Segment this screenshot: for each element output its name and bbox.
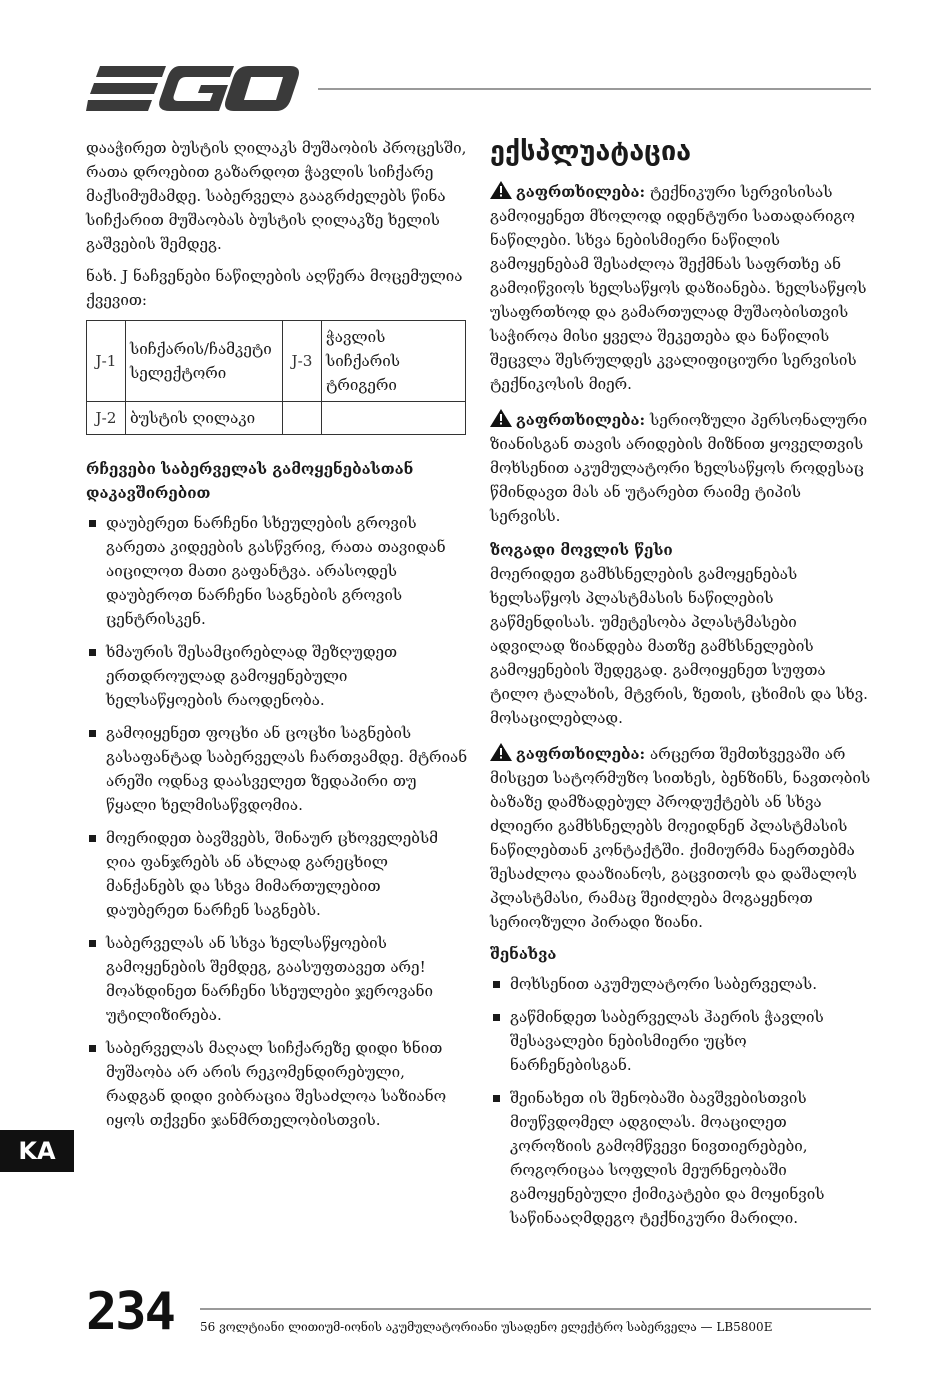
table-row [87, 402, 466, 435]
warning-paragraph [490, 408, 872, 528]
tips-list [86, 511, 468, 1132]
list-item: დაუბერეთ ნარჩენი სხეულების გროვის გარეთა კიდეების გასწვრივ, რათა თავიდან აიცილოთ მათი გაფანტვა. არასოდეს დაუბეროთ ნარჩენი საგნების გროვის ცენტრისკენ. [86, 511, 468, 631]
general-care-heading: ზოგადი მოვლის წესი [490, 541, 673, 559]
table-row [87, 321, 466, 402]
part-label: ჭავლის სიჩქარის ტრიგერი [322, 321, 466, 402]
list-item: მოხსენით აკუმულატორი საბერველას. [490, 972, 872, 996]
storage-heading: შენახვა [490, 945, 557, 963]
part-code: J-2 [87, 402, 126, 435]
part-label [322, 402, 466, 435]
part-label: ბუსტის ღილაკი [126, 402, 283, 435]
list-item: საბერველას ან სხვა ხელსაწყოების გამოყენების შემდეგ, გაასუფთავეთ არე! მოახდინეთ ნარჩენი სხეულები ჯეროვანი უტილიზირება. [86, 931, 468, 1027]
part-code [283, 402, 322, 435]
warning-paragraph [490, 742, 872, 934]
warning-paragraph [490, 180, 872, 396]
part-code: J-1 [87, 321, 126, 402]
warning-icon [490, 743, 512, 761]
list-item: მოერიდეთ ბავშვებს, შინაურ ცხოველებსმ ღია ფანჯრებს ან ახლად გარეცხილ მანქანებს და სხვა მიმართულებით დაუბერეთ ნარჩენ საგნებს. [86, 826, 468, 922]
ego-logo [86, 64, 300, 114]
footer-rule [200, 1308, 871, 1310]
header-rule [318, 88, 871, 90]
list-item: გამოიყენეთ ფოცხი ან ცოცხი საგნების გასაფანტად საბერველას ჩართვამდე. მტრიან არეში ოდნავ დაასველეთ ზედაპირი თუ წყალი ხელმისაწვდომია. [86, 721, 468, 817]
list-item: შეინახეთ ის შენობაში ბავშვებისთვის მიუწვდომელ ადგილას. მოაცილეთ კოროზიის გამომწვევი ნივთიერებები, როგორიცაა სოფლის მეურნეობაში გამოყენებული ქიმიკატები და მოყინვის საწინააღმდეგო ტექნიკური მარილი. [490, 1086, 872, 1230]
list-item: საბერველას მაღალ სიჩქარეზე დიდი ხნით მუშაობა არ არის რეკომენდირებული, რადგან დიდი ვიბრაცია შესაძლოა საზიანო იყოს თქვენი ჯანმრთელობისთვის. [86, 1036, 468, 1132]
warning-label: გაფრთხილება: [516, 411, 646, 429]
tips-heading: რჩევები საბერველას გამოყენებასთან დაკავშირებით [86, 460, 414, 502]
warning-icon [490, 181, 512, 199]
part-code: J-3 [283, 321, 322, 402]
part-label: სიჩქარის/ჩამკეტი სელექტორი [126, 321, 283, 402]
warning-text: სერიოზული პერსონალური ზიანისგან თავის არიდების მიზნით ყოველთვის მოხსენით აკუმულატორი ხელსაწყოს როდესაც წმინდავთ მას ან უტარებთ რაიმე ტიპის სერვისს. [490, 411, 868, 525]
footer-product-line: 56 ვოლტიანი ლითიუმ-იონის აკუმულატორიანი უსადენო ელექტრო საბერველა — LB5800E [200, 1320, 773, 1334]
boost-intro-paragraph: დააჭირეთ ბუსტის ღილაკს მუშაობის პროცესში, რათა დროებით გაზარდოთ ჭავლის სიჩქარე მაქსიმუმამდე. საბერველა გააგრძელებს წინა სიჩქარით მუშაობას ბუსტის ღილაკზე ხელის გაშვების შემდეგ. [86, 139, 467, 253]
list-item: ხმაურის შესამცირებლად შეზღუდეთ ერთდროულად გამოყენებული ხელსაწყოების რაოდენობა. [86, 640, 468, 712]
language-tab: KA [0, 1130, 74, 1172]
warning-icon [490, 409, 512, 427]
page-number: 234 [86, 1282, 174, 1342]
page-title: ექსპლუატაცია [490, 136, 692, 167]
list-item: გაწმინდეთ საბერველას ჰაერის ჭავლის შესავალები ნებისმიერი უცხო ნარჩენებისგან. [490, 1005, 872, 1077]
general-care-paragraph: მოერიდეთ გამხსნელების გამოყენებას ხელსაწყოს პლასტმასის ნაწილების გაწმენდისას. უმეტესობა პლასტმასები ადვილად ზიანდება მათზე გამხსნელების გამოყენების შედეგად. გამოიყენეთ სუფთა ტილო ტალახის, მტვრის, ზეთის, ცხიმის და სხვ. მოსაცილებლად. [490, 565, 868, 727]
figure-note: ნახ. J ნაჩვენები ნაწილების აღწერა მოცემულია ქვევით: [86, 267, 463, 309]
warning-text: ტექნიკური სერვისისას გამოიყენეთ მხოლოდ იდენტური სათადარიგო ნაწილები. სხვა ნებისმიერი ნაწილის გამოყენებამ შესაძლოა შექმნას საფრთხე ან გამოიწვიოს ხელსაწყოს დაზიანება. ხელსაწყოს უსაფრთხოდ და გამართულად მუშაობისთვის საჭიროა მისი ყველა შეკეთება და ნაწილის შეცვლა შესრულდეს კვალიფიციური სერვისის ტექნიკოსის მიერ. [490, 183, 867, 393]
left-column [86, 136, 468, 1141]
parts-table [86, 320, 466, 435]
warning-text: არცერთ შემთხვევაში არ მისცეთ სატორმუზო სითხეს, ბენზინს, ნავთობის ბაზაზე დამზადებულ პროდუქტებს ან სხვა ძლიერი გამხსნელებს მოეიდნენ პლასტმასის ნაწილებთან კონტაქტში. ქიმიურმა ნაერთებმა შესაძლოა დააზიანოს, გაცვითოს და დაშალოს პლასტმასი, რამაც შეიძლება მოგაყენოთ სერიოზული პირადი ზიანი. [490, 745, 871, 931]
storage-list [490, 972, 872, 1230]
right-column [490, 130, 872, 1239]
warning-label: გაფრთხილება: [516, 183, 646, 201]
warning-label: გაფრთხილება: [516, 745, 646, 763]
